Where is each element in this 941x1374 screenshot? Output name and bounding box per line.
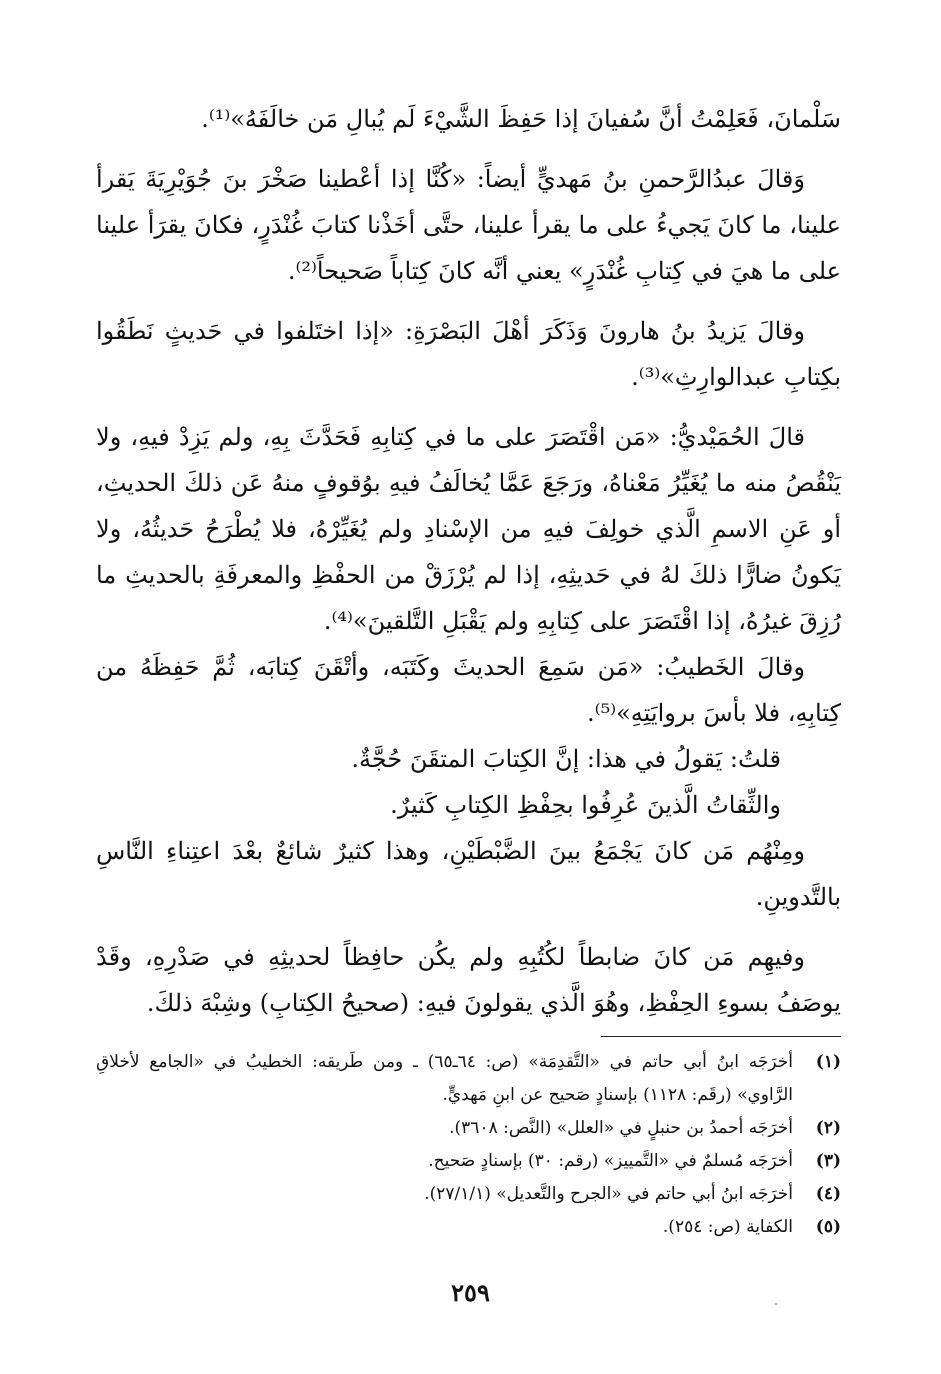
paragraph: قالَ الحُمَيْديُّ: «مَن اقْتَصَرَ على ما في كِتابِهِ فَحَدَّثَ بِهِ، ولم يَزِدْ فيهِ، ولا يَنْقُصُ منه ما يُغَيِّرُ مَعْناهُ، ورَجَعَ عَمَّا يُخالَفُ فيهِ بوُقوفٍ منهُ عَن ذلكَ الحديثِ، أو عَنِ الاسمِ الَّذي خولِفَ فيهِ من الإسْنادِ ولم يُغَيِّرْهُ، فلا يُطْرَحُ حَديثُهُ، ولا يَكونُ ضارًّا ذلكَ لهُ في حَديثِهِ، إذا لم يُرْزَقْ من الحفْظِ والمعرفَةِ بالحديثِ ما رُزِقَ غيرُهُ، إذا اقْتَصَرَ على كِتابِهِ ولم يَقْبَلِ التَّلقينَ»⁽⁴⁾. [96, 423, 842, 635]
paragraph: وَقالَ عبدُالرَّحمنِ بنُ مَهديٍّ أيضاً: «كُنَّا إذا أعْطينا صَخْرَ بنَ جُوَيْرِيَةَ يَقرأ علينا، ما كانَ يَجيءُ على ما يقرأ علينا، حتَّى أخَذْنا كتابَ غُنْدَرٍ، فكانَ يقرَأ علينا على ما هيَ في كِتابِ غُنْدَرٍ» يعني أنَّه كانَ كِتاباً صَحيحاً⁽²⁾. [96, 165, 842, 285]
footnote-item [96, 1145, 841, 1178]
page-number: ٢٥٩ [451, 1278, 490, 1307]
footnote-number: (٤) [815, 1184, 841, 1204]
footnote-text: الكفاية (ص: ٢٥٤). [662, 1217, 793, 1237]
paragraph: سَلْمانَ، فَعَلِمْتُ أنَّ سُفيانَ إذا حَفِظَ الشَّيْءَ لَم يُبالِ مَن خالَفَهُ»⁽¹⁾. [201, 105, 841, 133]
paragraph: ومِنْهُم مَن كانَ يَجْمَعُ بينَ الضَّبْطَيْنِ، وهذا كثيرٌ شائعٌ بعْدَ اعتِناءِ النَّاسِ بالتَّدوينِ. [96, 837, 841, 911]
scan-speck [775, 1303, 777, 1305]
paragraph: وفيهِم مَن كانَ ضابطاً لكُتُبِهِ ولم يكُن حافِظاً لحديثِهِ في صَدْرِهِ، وقَدْ يوصَفُ بسوءِ الحِفْظِ، وهُوَ الَّذي يقولونَ فيهِ: (صحيحُ الكِتابِ) وشِبْهَ ذلكَ. [96, 943, 841, 1017]
footnote-item [96, 1211, 841, 1244]
footnote-separator [601, 1036, 841, 1037]
footnote-number: (٢) [815, 1118, 841, 1138]
paragraph: وقالَ يَزيدُ بنُ هارونَ وَذَكَرَ أهْلَ البَصْرَةِ: «إذا اختَلفوا في حَديثٍ نَطَقُوا بكِتابِ عبدالوارِثِ»⁽³⁾. [96, 317, 841, 391]
footnote-item [96, 1178, 841, 1211]
footnote-text: أخرَجَه مُسلمٌ في «التَّمييز» (رقم: ٣٠) بإسنادٍ صَحيح. [428, 1151, 793, 1171]
paragraph: وقالَ الخَطيبُ: «مَن سَمِعَ الحديثَ وكَتَبَه، وأتْقَنَ كِتابَه، ثُمَّ حَفِظَهُ من كِتابِهِ، فلا بأسَ بروايَتِهِ»⁽⁵⁾. [96, 653, 841, 727]
footnote-number: (٥) [815, 1217, 841, 1237]
footnote-text: أخرَجَه ابنُ أبي حاتم في «الجرح والتَّعديل» (٢٧/١/١). [424, 1184, 793, 1204]
footnote-text: أخرَجَه أحمدُ بن حنبلٍ في «العلل» (النَّص: ٣٦٠٨). [449, 1118, 793, 1138]
footnote-text: أخرَجَه ابنُ أبي حاتم في «التَّقدِمَة» (ص: ٦٤ـ٦٥) ـ ومن طَريقه: الخطيبُ في «الجامع لأخلاقِ الرَّاوي» (رقَم: ١١٢٨) بإسنادٍ صَحيح عن ابنِ مَهديٍّ. [96, 1052, 793, 1105]
paragraph: قلتُ: يَقولُ في هذا: إنَّ الكِتابَ المتقَنَ حُجَّةٌ. [351, 745, 781, 773]
footnote-number: (١) [815, 1052, 841, 1072]
footnote-number: (٣) [815, 1151, 841, 1171]
paragraph: والثِّقاتُ الَّذينَ عُرِفُوا بحِفْظِ الكِتابِ كَثيرٌ. [390, 791, 781, 819]
footnote-item [96, 1046, 841, 1112]
footnotes [96, 1046, 841, 1244]
footnote-item [96, 1112, 841, 1145]
main-text [96, 96, 841, 1026]
